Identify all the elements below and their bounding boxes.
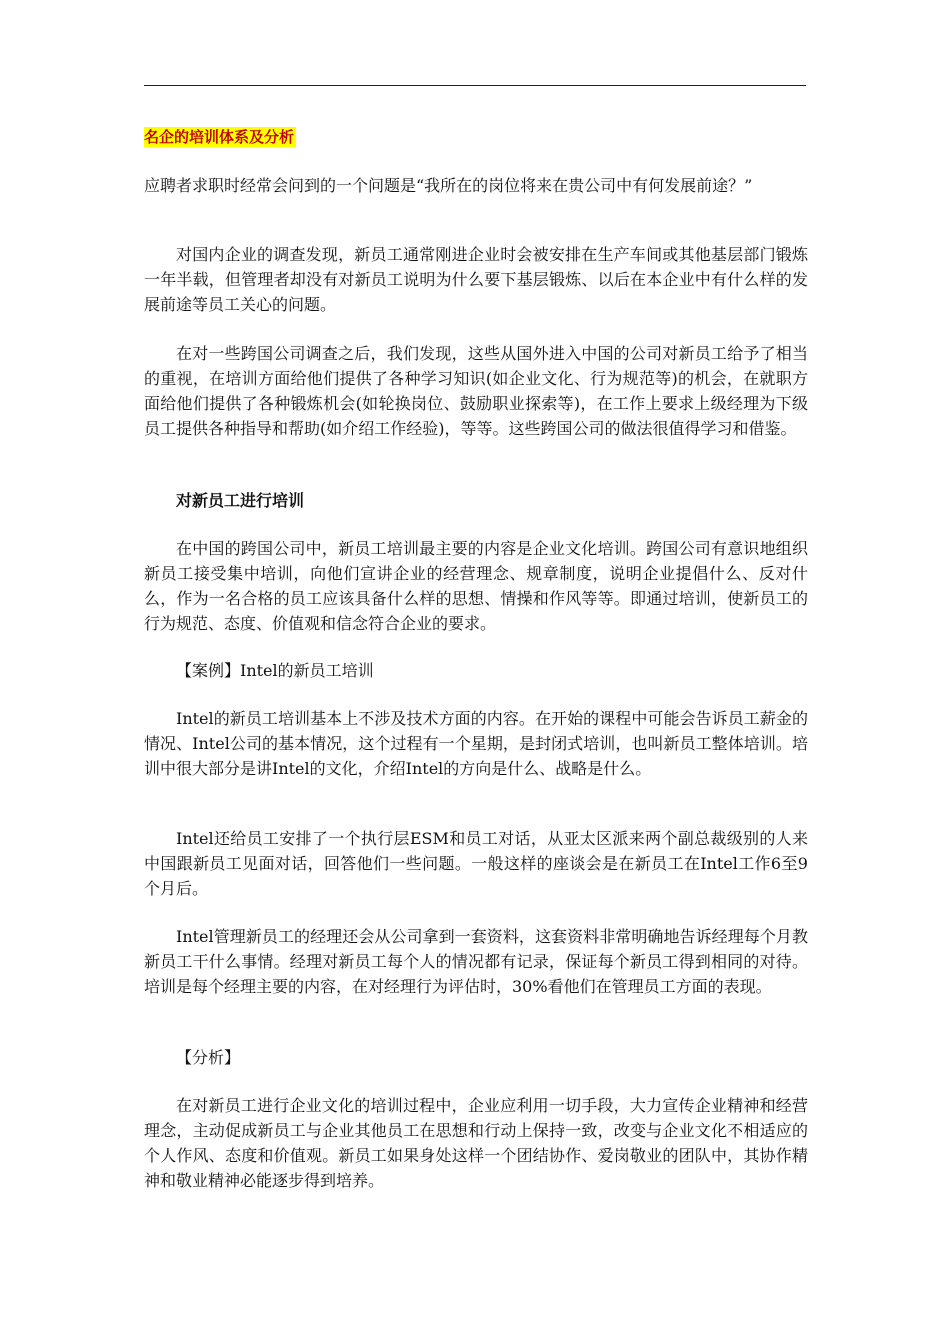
paragraph-intel-training: Intel的新员工培训基本上不涉及技术方面的内容。在开始的课程中可能会告诉员工薪金的情况、Intel公司的基本情况，这个过程有一个星期，是封闭式培训，也叫新员工整体培训。培训中很大部分是讲Intel的文化，介绍Intel的方向是什么、战略是什么。 — [144, 709, 808, 778]
analysis-heading: 【分析】 — [176, 1048, 241, 1067]
paragraph-intel-managers: Intel管理新员工的经理还会从公司拿到一套资料，这套资料非常明确地告诉经理每个月教新员工干什么事情。经理对新员工每个人的情况都有记录，保证每个新员工得到相同的对待。培训是每个经理主要的内容，在对经理行为评估时，30%看他们在管理员工方面的表现。 — [144, 927, 808, 996]
paragraph-analysis: 在对新员工进行企业文化的培训过程中，企业应利用一切手段，大力宣传企业精神和经营理念，主动促成新员工与企业其他员工在思想和行动上保持一致，改变与企业文化不相适应的个人作风、态度和价值观。新员工如果身处这样一个团结协作、爱岗敬业的团队中，其协作精神和敬业精神必能逐步得到培养。 — [144, 1096, 808, 1190]
section-heading-new-employee-training: 对新员工进行培训 — [176, 491, 305, 510]
paragraph-multinational-survey: 在对一些跨国公司调查之后，我们发现，这些从国外进入中国的公司对新员工给予了相当的重视，在培训方面给他们提供了各种学习知识(如企业文化、行为规范等)的机会，在就职方面给他们提供了各种锻炼机会(如轮换岗位、鼓励职业探索等)，在工作上要求上级经理为下级员工提供各种指导和帮助(如介绍工作经验)，等等。这些跨国公司的做法很值得学习和借鉴。 — [144, 344, 808, 438]
document-title: 名企的培训体系及分析 — [144, 128, 295, 146]
case-heading-intel: 【案例】Intel的新员工培训 — [176, 661, 374, 680]
paragraph-domestic-survey: 对国内企业的调查发现，新员工通常刚进企业时会被安排在生产车间或其他基层部门锻炼一年半载，但管理者却没有对新员工说明为什么要下基层锻炼、以后在本企业中有什么样的发展前途等员工关心的问题。 — [144, 245, 808, 314]
header-rule — [144, 85, 806, 86]
paragraph-intel-esm: Intel还给员工安排了一个执行层ESM和员工对话，从亚太区派来两个副总裁级别的人来中国跟新员工见面对话，回答他们一些问题。一般这样的座谈会是在新员工在Intel工作6至9个月后。 — [144, 829, 808, 898]
paragraph-culture-training: 在中国的跨国公司中，新员工培训最主要的内容是企业文化培训。跨国公司有意识地组织新员工接受集中培训，向他们宣讲企业的经营理念、规章制度，说明企业提倡什么、反对什么，作为一名合格的员工应该具备什么样的思想、情操和作风等等。即通过培训，使新员工的行为规范、态度、价值观和信念符合企业的要求。 — [144, 539, 808, 633]
paragraph-intro-question: 应聘者求职时经常会问到的一个问题是“我所在的岗位将来在贵公司中有何发展前途？” — [144, 176, 753, 195]
